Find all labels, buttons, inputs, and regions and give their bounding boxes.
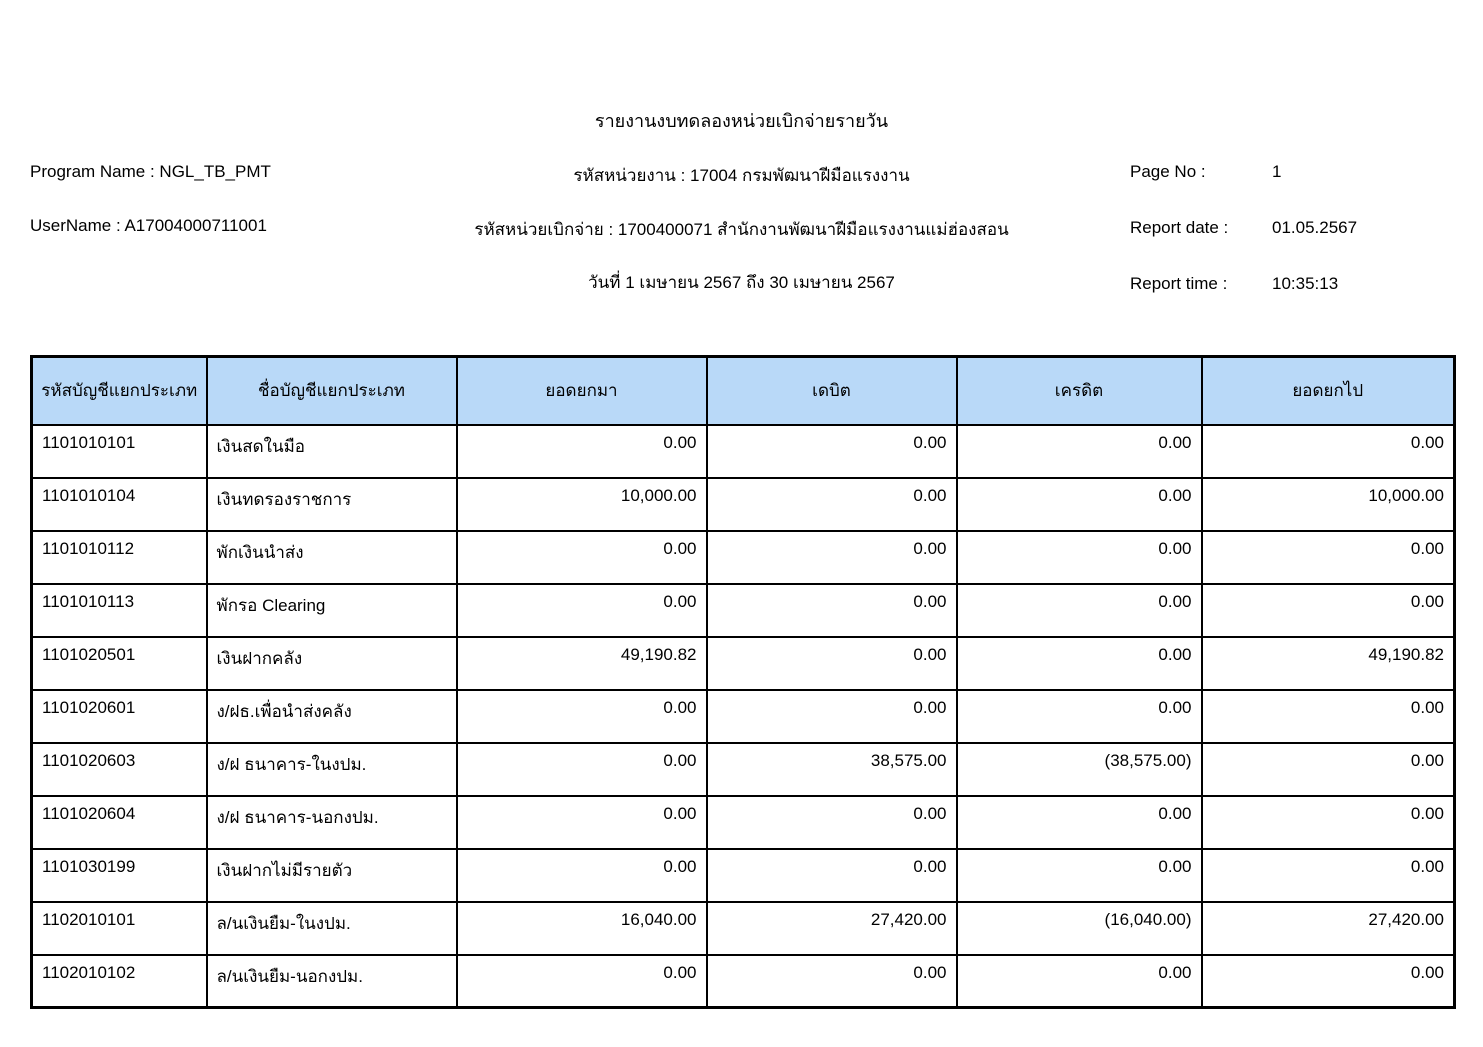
username-line: UserName : A17004000711001	[30, 216, 267, 235]
cell-credit: 0.00	[957, 478, 1202, 531]
cell-account-code: 1101030199	[32, 849, 207, 902]
cell-account-code: 1101010101	[32, 425, 207, 478]
date-range-line: วันที่ 1 เมษายน 2567 ถึง 30 เมษายน 2567	[588, 273, 895, 292]
report-time-row	[1130, 274, 1357, 294]
cell-account-code: 1101020604	[32, 796, 207, 849]
cell-debit: 27,420.00	[707, 902, 957, 955]
table-row	[32, 637, 1455, 690]
cell-opening-balance: 0.00	[457, 955, 707, 1008]
report-time-label: Report time :	[1130, 274, 1228, 293]
cell-closing-balance: 0.00	[1202, 796, 1455, 849]
header-closing-balance: ยอดยกไป	[1202, 357, 1455, 425]
trial-balance-table	[30, 355, 1456, 1009]
cell-debit: 38,575.00	[707, 743, 957, 796]
table-row	[32, 584, 1455, 637]
cell-debit: 0.00	[707, 584, 957, 637]
cell-opening-balance: 49,190.82	[457, 637, 707, 690]
cell-debit: 0.00	[707, 796, 957, 849]
cell-closing-balance: 0.00	[1202, 690, 1455, 743]
cell-credit: (16,040.00)	[957, 902, 1202, 955]
cell-account-name: พักเงินนำส่ง	[207, 531, 457, 584]
table-row	[32, 955, 1455, 1008]
report-time-value: 10:35:13	[1272, 274, 1339, 293]
cell-closing-balance: 0.00	[1202, 955, 1455, 1008]
table-row	[32, 902, 1455, 955]
cell-account-code: 1101010112	[32, 531, 207, 584]
cell-debit: 0.00	[707, 425, 957, 478]
report-date-label: Report date :	[1130, 218, 1229, 237]
table-row	[32, 478, 1455, 531]
cell-account-code: 1101020603	[32, 743, 207, 796]
cell-opening-balance: 0.00	[457, 531, 707, 584]
table-row	[32, 531, 1455, 584]
cell-account-code: 1101020501	[32, 637, 207, 690]
cell-account-name: ล/นเงินยืม-นอกงปม.	[207, 955, 457, 1008]
cell-opening-balance: 0.00	[457, 690, 707, 743]
report-meta	[1130, 162, 1357, 330]
cell-credit: 0.00	[957, 796, 1202, 849]
cell-opening-balance: 16,040.00	[457, 902, 707, 955]
agency-code-line: รหัสหน่วยงาน : 17004 กรมพัฒนาฝีมือแรงงาน	[573, 166, 910, 185]
cell-account-code: 1101010104	[32, 478, 207, 531]
cell-opening-balance: 0.00	[457, 584, 707, 637]
cell-account-code: 1102010101	[32, 902, 207, 955]
cell-closing-balance: 49,190.82	[1202, 637, 1455, 690]
cell-closing-balance: 0.00	[1202, 743, 1455, 796]
cell-opening-balance: 0.00	[457, 796, 707, 849]
page-no-row	[1130, 162, 1357, 182]
cell-opening-balance: 0.00	[457, 849, 707, 902]
cell-debit: 0.00	[707, 531, 957, 584]
page-no-value: 1	[1272, 162, 1282, 181]
report-date-value: 01.05.2567	[1272, 218, 1358, 237]
table-header-row	[32, 357, 1455, 425]
table-row	[32, 690, 1455, 743]
cell-closing-balance: 0.00	[1202, 531, 1455, 584]
header-opening-balance: ยอดยกมา	[457, 357, 707, 425]
disbursement-unit-line: รหัสหน่วยเบิกจ่าย : 1700400071 สำนักงานพัฒนาฝีมือแรงงานแม่ฮ่องสอน	[474, 220, 1009, 239]
table-row	[32, 425, 1455, 478]
cell-account-name: เงินสดในมือ	[207, 425, 457, 478]
table-row	[32, 849, 1455, 902]
cell-opening-balance: 0.00	[457, 743, 707, 796]
cell-credit: 0.00	[957, 531, 1202, 584]
cell-account-code: 1101010113	[32, 584, 207, 637]
header-account-name: ชื่อบัญชีแยกประเภท	[207, 357, 457, 425]
cell-account-code: 1101020601	[32, 690, 207, 743]
cell-debit: 0.00	[707, 478, 957, 531]
cell-closing-balance: 0.00	[1202, 849, 1455, 902]
cell-closing-balance: 10,000.00	[1202, 478, 1455, 531]
header-account-code: รหัสบัญชีแยกประเภท	[32, 357, 207, 425]
table-row	[32, 796, 1455, 849]
cell-account-name: พักรอ Clearing	[207, 584, 457, 637]
cell-credit: 0.00	[957, 425, 1202, 478]
table-row	[32, 743, 1455, 796]
cell-opening-balance: 0.00	[457, 425, 707, 478]
cell-account-name: ง/ฝ ธนาคาร-นอกงปม.	[207, 796, 457, 849]
cell-closing-balance: 0.00	[1202, 425, 1455, 478]
cell-closing-balance: 27,420.00	[1202, 902, 1455, 955]
cell-account-name: ง/ฝธ.เพื่อนำส่งคลัง	[207, 690, 457, 743]
cell-credit: 0.00	[957, 849, 1202, 902]
cell-debit: 0.00	[707, 955, 957, 1008]
cell-credit: 0.00	[957, 690, 1202, 743]
table-body	[32, 425, 1455, 1008]
page-title: รายงานงบทดลองหน่วยเบิกจ่ายรายวัน	[594, 111, 889, 131]
program-name-line: Program Name : NGL_TB_PMT	[30, 162, 271, 181]
page-no-label: Page No :	[1130, 162, 1206, 181]
cell-credit: (38,575.00)	[957, 743, 1202, 796]
cell-credit: 0.00	[957, 584, 1202, 637]
cell-debit: 0.00	[707, 637, 957, 690]
header-debit: เดบิต	[707, 357, 957, 425]
cell-opening-balance: 10,000.00	[457, 478, 707, 531]
cell-account-name: ล/นเงินยืม-ในงปม.	[207, 902, 457, 955]
cell-credit: 0.00	[957, 955, 1202, 1008]
cell-debit: 0.00	[707, 690, 957, 743]
report-date-row	[1130, 218, 1357, 238]
cell-account-name: เงินฝากไม่มีรายตัว	[207, 849, 457, 902]
cell-credit: 0.00	[957, 637, 1202, 690]
cell-account-name: เงินทดรองราชการ	[207, 478, 457, 531]
cell-closing-balance: 0.00	[1202, 584, 1455, 637]
cell-debit: 0.00	[707, 849, 957, 902]
header-credit: เครดิต	[957, 357, 1202, 425]
cell-account-name: เงินฝากคลัง	[207, 637, 457, 690]
cell-account-name: ง/ฝ ธนาคาร-ในงปม.	[207, 743, 457, 796]
cell-account-code: 1102010102	[32, 955, 207, 1008]
